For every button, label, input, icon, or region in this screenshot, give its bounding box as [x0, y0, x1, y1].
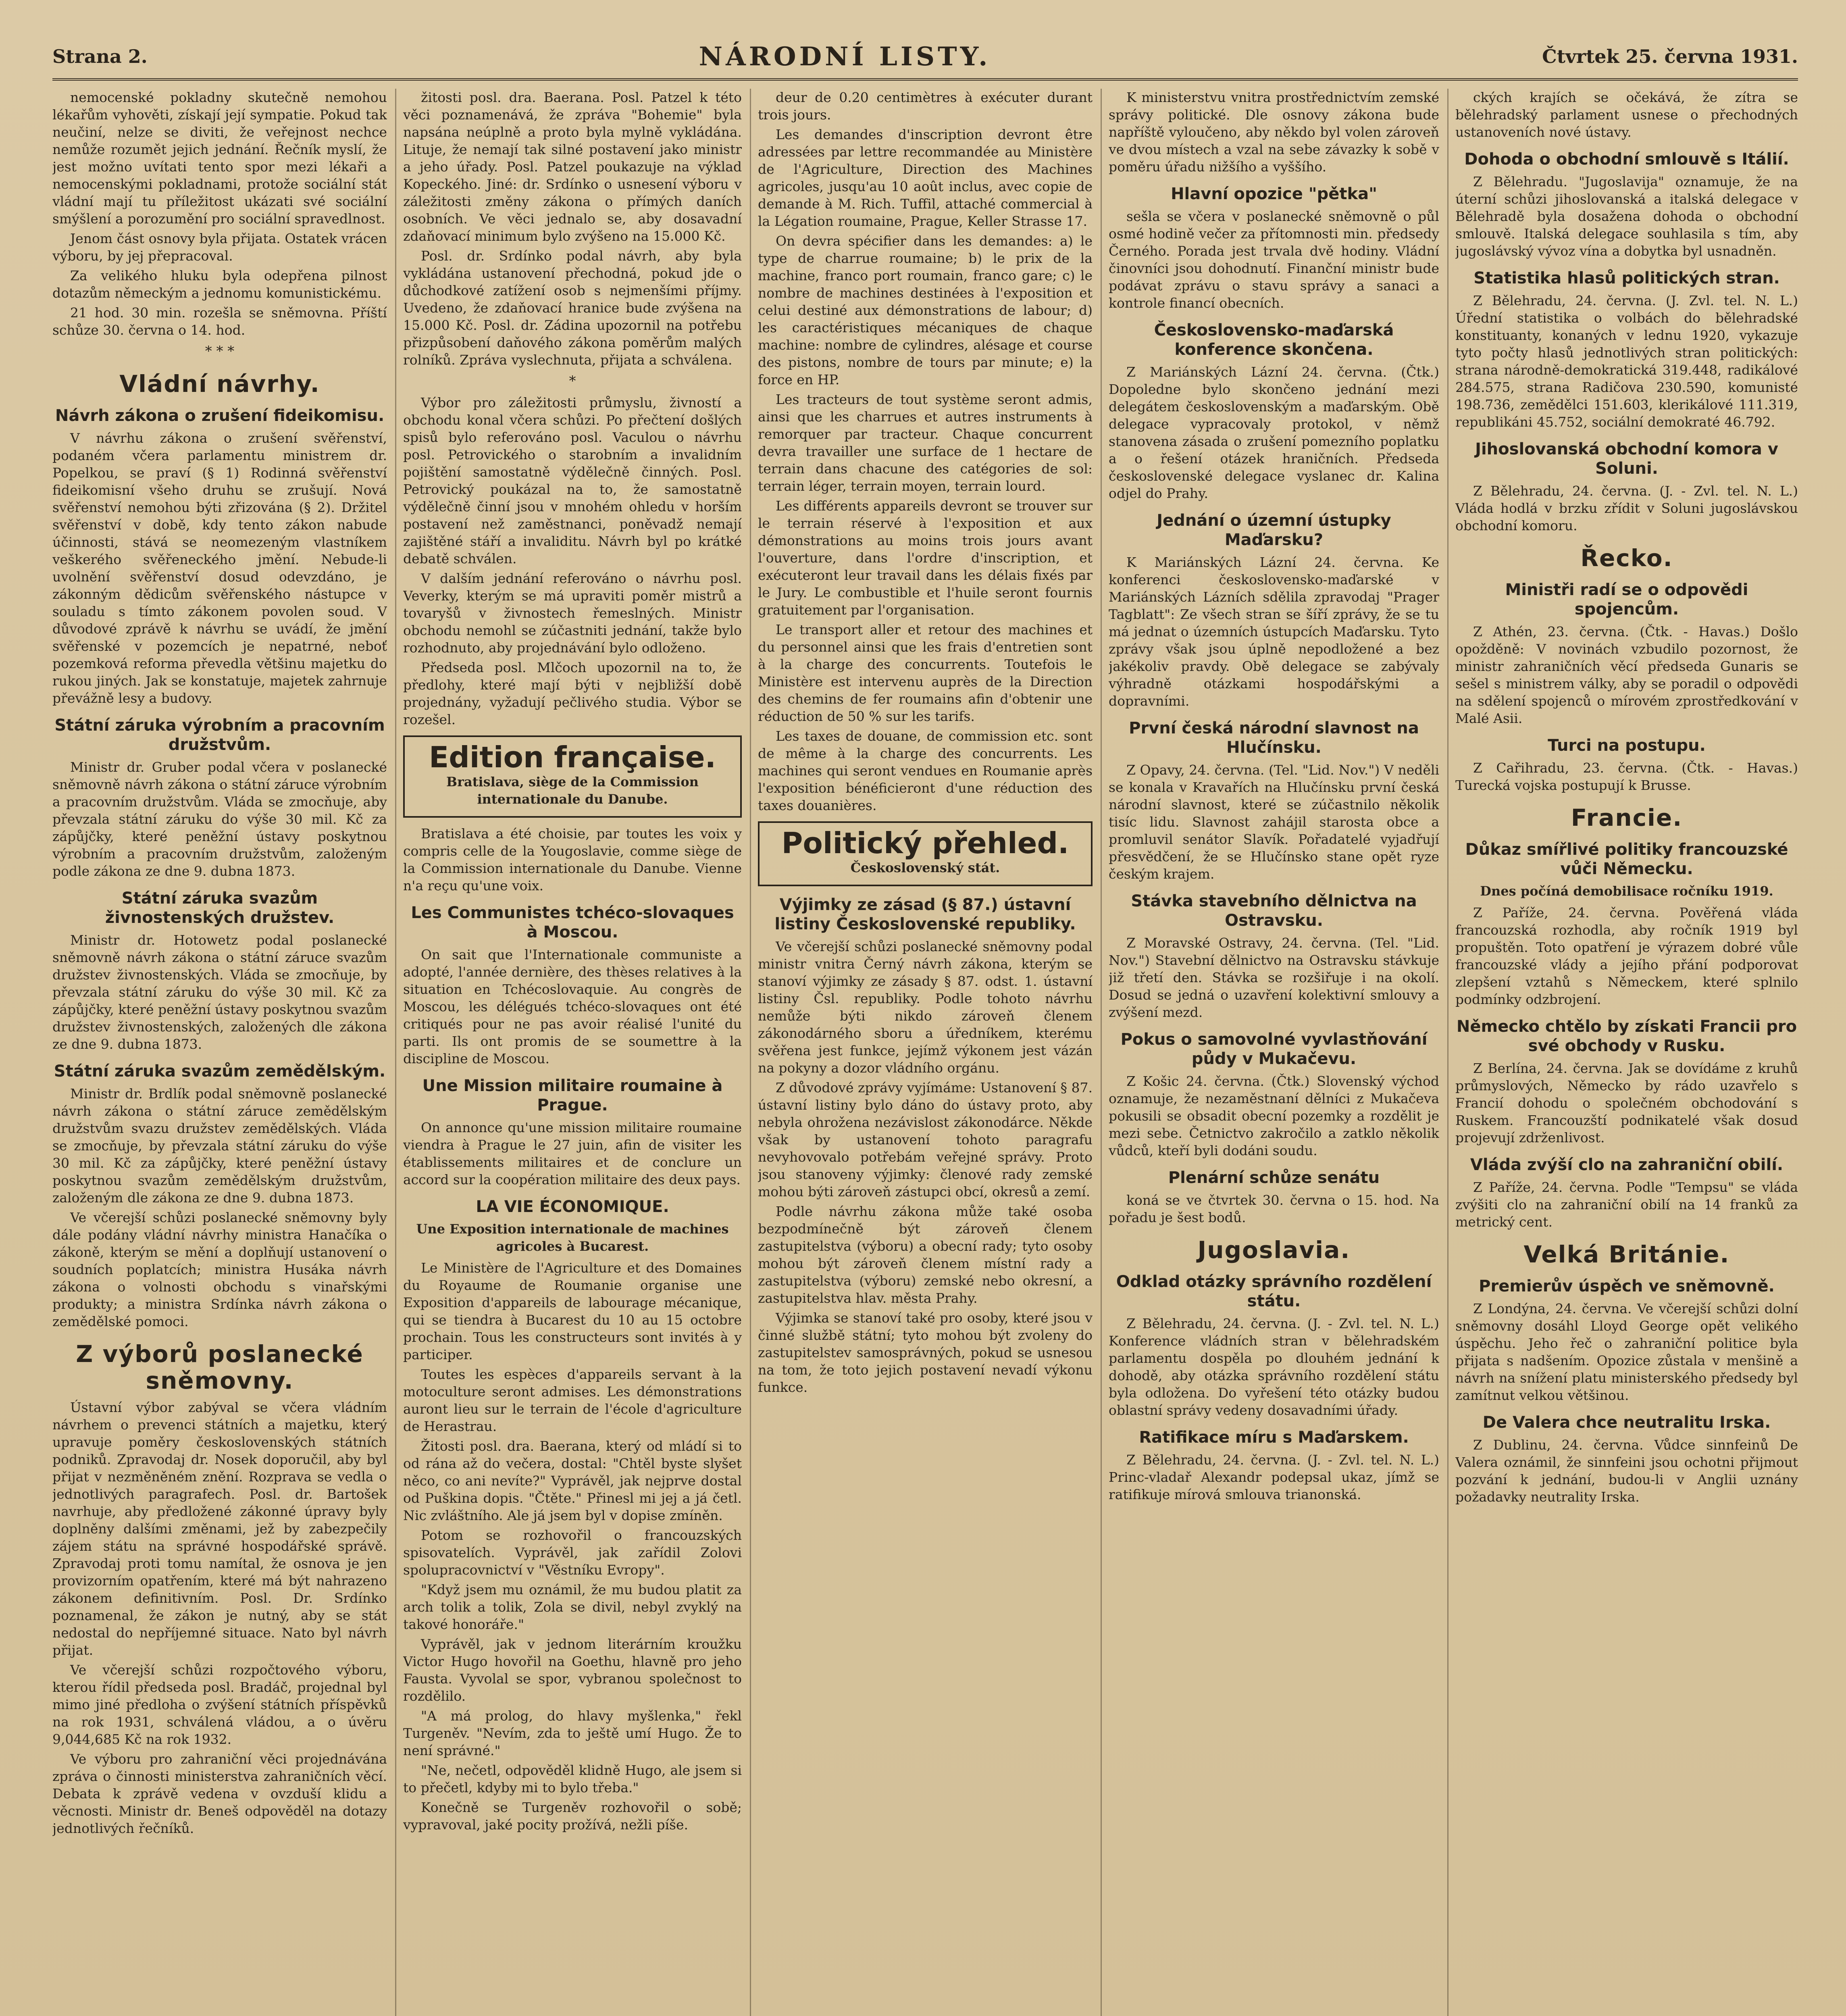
article-text: Z Bělehradu, 24. června. (J. Zvl. tel. N. L.) Úřední statistika o volbách do bělehradské konstituanty, konaných v lednu 1920, vykazuje tyto počty hlasů jednotlivých stran politických: strana národně-demokratická 319.448, radikálové 284.575, strana Radičova 230.590, komunisté 198.736, zemědělci 151.603, klerikálové 111.319, republikáni 45.752, sociální demokraté 46.792.: [1455, 293, 1798, 430]
article-text: Jenom část osnovy byla přijata. Ostatek vrácen výboru, by jej přepracoval.: [52, 231, 387, 264]
article-text: Posl. dr. Srdínko podal návrh, aby byla vykládána ustanovení přechodná, pokud jde o důchodkové zatížení osob s nejmenšími příjmy. Uvedeno, že zdaňovací hranice bude zvýšena na 15.000 Kč. Posl. dr. Zádina upozornil na potřebu přizpůsobení daňového zákona poměrům malých rolníků. Zpráva vyslechnuta, přijata a schválena.: [403, 248, 742, 368]
article-subheading: Dnes počíná demobilisace ročníku 1919.: [1480, 883, 1773, 899]
article-text: Les demandes d'inscription devront être adressées par lettre recommandée au Ministère de l'Agriculture, Direction des Machines agricoles, jusqu'au 10 août inclus, avec copie de demande à M. Rich. Tuffil, attaché commercial à la Légation roumaine, Prague, Keller Strasse 17.: [758, 127, 1093, 229]
column-4: [1109, 89, 1439, 2016]
article-heading: Statistika hlasů politických stran.: [1473, 269, 1780, 287]
article-text: Z Opavy, 24. června. (Tel. "Lid. Nov.") V neděli se konala v Kravařích na Hlučínsku první česká národní slavnost, které se zúčastnilo několik tisíc lidu. Slavnost zahájil starosta obce a promluvil senátor Slavík. Pořadatelé vyjadřují přesvědčení, že se Hlučínsko stane opět ryze českým krajem.: [1109, 762, 1439, 882]
article-text: Ve výboru pro zahraniční věci projednávána zpráva o činnosti ministerstva zahraničních věcí. Debata k zprávě vedena v ovzduší klidu a věcnosti. Ministr dr. Beneš odpověděl na dotazy jednotlivých řečníků.: [52, 1751, 387, 1836]
column-2: [403, 89, 742, 2016]
article-heading: Státní záruka výrobním a pracovním družstvům.: [54, 716, 385, 754]
article-text: V dalším jednání referováno o návrhu posl. Veverky, kterým se má upraviti poměr mistrů a tovaryšů v živnostech řemeslných. Ministr obchodu nemohl se zúčastniti jednání, takže bylo rozhodnuto, aby projednávání bylo odloženo.: [403, 571, 742, 656]
column-3: [758, 89, 1093, 2016]
article-text: Z Mariánských Lázní 24. června. (Čtk.) Dopoledne bylo skončeno jednání mezi delegátem československým a maďarským. Obě delegace vypracovaly protokol, v němž stanovena zásada o zrušení pomezního poplatku a o řešení otázek hraničních. Předseda československé delegace vyslanec dr. Kalina odjel do Prahy.: [1109, 364, 1439, 501]
article-heading: Dohoda o obchodní smlouvě s Itálií.: [1464, 150, 1789, 169]
article-heading: Ratifikace míru s Maďarskem.: [1139, 1428, 1409, 1447]
article-text: Z Bělehradu, 24. června. (J. - Zvl. tel. N. L.) Konference vládních stran v bělehradském parlamentu dospěla po dlouhém jednání k dohodě, aby otázka správního rozdělení státu byla odložena. Do vyřešení této otázky budou oblastní správy vedeny dosavadními úřady.: [1109, 1316, 1439, 1418]
article-text: Z Athén, 23. června. (Čtk. - Havas.) Došlo opožděně: V novinách vzbudilo pozornost, že ministr zahraničních věcí předseda Gunaris se sešel s ministrem války, aby se poradil o odpovědi na sdělení spojenců o mírovém zprostředkování v Malé Asii.: [1455, 624, 1798, 726]
article-heading: Pokus o samovolné vyvlastňování půdy v Mukačevu.: [1120, 1030, 1428, 1068]
article-heading: Une Mission militaire roumaine à Prague.: [422, 1077, 723, 1114]
article-text: Výjimka se stanoví také pro osoby, které jsou v činné službě státní; tyto mohou být zvoleny do zastupitelstev samosprávných, pokud se usnesou na tom, že toto jejich postavení nevadí výkonu funkce.: [758, 1310, 1093, 1395]
article-heading: První česká národní slavnost na Hlučínsku.: [1129, 719, 1419, 757]
article-heading: Státní záruka svazům zemědělským.: [54, 1062, 386, 1081]
section-heading: Řecko.: [1580, 544, 1673, 572]
box-title: Politický přehled.: [781, 826, 1069, 860]
article-text: Z Dublinu, 24. června. Vůdce sinnfeinů De Valera oznámil, že sinnfeini jsou ochotni přijmout pozvání k jednání, budou-li v Anglii uznány požadavky neutrality Irska.: [1455, 1437, 1798, 1505]
newspaper-title: NÁRODNÍ LISTY.: [699, 41, 991, 72]
article-text: Ministr dr. Brdlík podal sněmovně poslanecké návrh zákona o státní záruce zemědělským družstvům svazu družstev zemědělských. Vláda se zmocňuje, by převzala státní záruku do výše 30 mil. Kč za zápůjčky, které peněžní ústavy poskytnou svazům zemědělským družstvům, založeným dle zákona ze dne 9. dubna 1873.: [52, 1086, 387, 1206]
section-heading: Jugoslavia.: [1197, 1236, 1351, 1264]
article-heading: Německo chtělo by získati Francii pro své obchody v Rusku.: [1456, 1017, 1797, 1055]
article-text: K ministerstvu vnitra prostřednictvím zemské správy politické. Dle osnovy zákona bude napříště vyloučeno, aby někdo byl volen zároveň ve dvou místech a vzal na sebe závazky k sobě v poměru úřadu nižšího a vyššího.: [1109, 90, 1439, 175]
article-text: Ministr dr. Gruber podal včera v poslanecké sněmovně návrh zákona o státní záruce výrobním a pracovním družstvům. Vláda se zmocňuje, aby převzala státní záruku do výše 30 mil. Kč za zápůjčky, které peněžní ústavy poskytnou výrobním a pracovním družstvům, založeným podle zákona ze dne 9. dubna 1873.: [52, 759, 387, 879]
article-text: Le Ministère de l'Agriculture et des Domaines du Royaume de Roumanie organise une Exposition d'appareils de labourage mécanique, qui se tiendra à Bucarest du 10 au 15 octobre prochain. Tous les constructeurs sont invités à y participer.: [403, 1260, 742, 1362]
article-text: Konečně se Turgeněv rozhovořil o sobě; vypravoval, jaké pocity prožívá, nežli píše.: [403, 1799, 742, 1833]
article-text: Bratislava a été choisie, par toutes les voix y compris celle de la Yougoslavie, comme siège de la Commission internationale du Danube. Vienne n'a reçu qu'une voix.: [403, 826, 742, 893]
section-heading: Vládní návrhy.: [119, 370, 320, 398]
column-rule: [750, 89, 751, 2016]
box-subtitle: Bratislava, siège de la Commission internationale du Danube.: [446, 774, 699, 807]
article-text: žitosti posl. dra. Baerana. Posl. Patzel k této věci poznamenává, že zpráva "Bohemie" byla napsána neúplně a proto byla mylně vykládána. Lituje, že nemají tak silné postavení jako ministr a jeho úřady. Posl. Patzel poukazuje na výklad Kopeckého. Jiné: dr. Srdínko o usnesení výboru v záležitosti změny zákona o přímých daních osobních. Ve věci jednalo se, aby dosavadní zdaňovací minimum bylo zvýšeno na 15.000 Kč.: [403, 90, 742, 244]
article-text: Les taxes de douane, de commission etc. sont de même à la charge des concurrents. Les machines qui seront vendues en Roumanie après l'exposition bénéficieront d'une réduction des taxes douanières.: [758, 728, 1093, 813]
article-text: K Mariánských Lázní 24. června. Ke konferenci československo-maďarské v Mariánských Lázních sdělila zpravodaj "Prager Tagblatt": Ze všech stran se šíří zprávy, že se tu má jednat o územních ústupcích Maďarsku. Tyto zprávy však jsou úplně nepodložené a bez jakékoliv pravdy. Obě delegace se zabývaly výhradně otázkami hospodářskými a dopravními.: [1109, 554, 1439, 709]
article-text: Z Bělehradu. "Jugoslavija" oznamuje, že na úterní schůzi jihoslovanská a italská delegace v Bělehradě byla dosažena dohoda o obchodní smlouvě. Italská delegace souhlasila s tím, aby jugoslávský vývoz vína a dobytka byl usnadněn.: [1455, 174, 1798, 259]
article-text: koná se ve čtvrtek 30. června o 15. hod. Na pořadu je šest bodů.: [1109, 1192, 1439, 1225]
article-text: On annonce qu'une mission militaire roumaine viendra à Prague le 27 juin, afin de visiter les établissements militaires et de conclure un accord sur la coopération militaire des deux pays.: [403, 1120, 742, 1187]
article-text: Ve včerejší schůzi poslanecké sněmovny podal ministr vnitra Černý návrh zákona, kterým se stanoví výjimky ze zásady § 87. odst. 1. ústavní listiny Čsl. republiky. Podle tohoto návrhu nemůže býti nikdo zároveň členem zákonodárného sboru a úředníkem, kterému svěřena jest funkce, jejímž výkonem jest vázán na pokyny a dozor vládního orgánu.: [758, 939, 1093, 1076]
article-heading: Les Communistes tchéco-slovaques à Moscou.: [411, 904, 734, 941]
column-1: [52, 89, 387, 2016]
article-heading: Návrh zákona o zrušení fideikomisu.: [55, 406, 385, 425]
article-heading: Hlavní opozice "pětka": [1171, 185, 1377, 203]
article-text: Ve včerejší schůzi poslanecké sněmovny byly dále podány vládní návrhy ministra Hanačíka o zákoně, kterým se mění a doplňují ustanovení o soudních poplatcích; ministra Husáka návrh zákona o volnosti obchodu s vinařskými produkty; a ministra Srdínka návrh zákona o zemědělské pomoci.: [52, 1210, 387, 1329]
article-heading: Turci na postupu.: [1548, 736, 1706, 755]
article-text: Předseda posl. Mlčoch upozornil na to, že předlohy, které mají býti v nejbližší době projednány, vyžadují pečlivého studia. Výbor se rozešel.: [403, 660, 742, 727]
article-heading: Odklad otázky správního rozdělení státu.: [1116, 1272, 1432, 1310]
article-text: Les tracteurs de tout système seront admis, ainsi que les charrues et autres instruments à remorquer par tracteur. Chaque concurrent devra travailler une surface de 1 hectare de terrain dans chacune des catégories de sol: terrain léger, terrain moyen, terrain lourd.: [758, 392, 1093, 494]
article-heading: Ministři radí se o odpovědi spojencům.: [1505, 581, 1748, 619]
article-heading: LA VIE ÉCONOMIQUE.: [476, 1198, 669, 1216]
column-rule: [1101, 89, 1102, 2016]
article-text: Ministr dr. Hotowetz podal poslanecké sněmovně návrh zákona o státní záruce svazům družstev živnostenských. Vláda se zmocňuje, by převzala státní záruku do výše 30 mil. Kč za zápůjčky, které peněžní ústavy poskytnou svazům družstev živnostenských, založených dle zákona ze dne 9. dubna 1873.: [52, 932, 387, 1052]
article-text: Z důvodové zprávy vyjímáme: Ustanovení § 87. ústavní listiny bylo dáno do ústavy proto, aby nebyla ohrožena nezávislost zákonodárce. Někde však by ustanovení tohoto paragrafu nevyhovovalo potřebám veřejné správy. Proto jsou stanoveny výjimky: členové rady zemské mohou býti zároveň zástupci obcí, okresů a zemí.: [758, 1080, 1093, 1200]
article-text: Výbor pro záležitosti průmyslu, živností a obchodu konal včera schůzi. Po přečtení došlých spisů bylo referováno posl. Vaculou o návrhu posl. Petrovického o starobním a invalidním pojištění samostatně výdělečně činných. Posl. Petrovický poukázal na to, že samostatně výdělečně činní jsou v mnohém ohledu v horším postavení než zaměstnanci, poněvadž nemají zajištěné stáří a invaliditu. Návrh byl po krátké debatě schválen.: [403, 395, 742, 566]
section-heading: Velká Británie.: [1523, 1241, 1730, 1268]
article-text: Les différents appareils devront se trouver sur le terrain réservé à l'exposition et aux démonstrations au moins trois jours avant l'ouverture, dans l'ordre d'inscription, et exécuteront leur travail dans les délais fixés par le Jury. Le combustible et l'huile seront fournis gratuitement par l'organisation.: [758, 498, 1093, 618]
masthead: [52, 40, 1798, 81]
article-text: 21 hod. 30 min. rozešla se sněmovna. Příští schůze 30. června o 14. hod.: [52, 305, 387, 338]
article-heading: Jihoslovanská obchodní komora v Soluni.: [1475, 440, 1778, 478]
article-text: Z Londýna, 24. června. Ve včerejší schůzi dolní sněmovny dosáhl Lloyd George opět velikého úspěchu. Jeho řeč o zahraniční politice byla přijata s nadšením. Opozice zůstala v menšině a návrh na snížení platu ministerského předsedy byl zamítnut velkou většinou.: [1455, 1301, 1798, 1403]
article-text: Potom se rozhovořil o francouzských spisovatelích. Vyprávěl, jak zařídil Zolovi spolupracovnictví v "Věstníku Evropy".: [403, 1527, 742, 1578]
column-5: [1455, 89, 1798, 2016]
article-heading: Vláda zvýší clo na zahraniční obilí.: [1470, 1156, 1784, 1174]
box-title: Edition française.: [429, 740, 716, 774]
political-review-box: [758, 821, 1093, 886]
article-text: Le transport aller et retour des machines et du personnel ainsi que les frais d'entretien sont à la charge des concurrents. Toutefois le Ministère est intervenu auprès de la Direction des chemins de fer roumains afin d'obtenir une réduction de 50 % sur les tarifs.: [758, 622, 1093, 724]
article-text: Za velikého hluku byla odepřena pilnost dotazům německým a jednomu komunistickému.: [52, 268, 387, 301]
article-text: "Ne, nečetl, odpověděl klidně Hugo, ale jsem si to přečetl, kdyby mi to bylo třeba.": [403, 1762, 742, 1795]
article-text: Z Bělehradu, 24. června. (J. - Zvl. tel. N. L.) Vláda hodlá v brzku zřídit v Soluni jugoslávskou obchodní komoru.: [1455, 483, 1798, 533]
article-text: On sait que l'Internationale communiste a adopté, l'année dernière, des thèses relatives à la situation en Tchécoslovaquie. Au congrès de Moscou, les délégués tchéco-slovaques ont été critiqués pour ne pas avoir réalisé l'unité du parti. Ils ont promis de se soumettre à la discipline de Moscou.: [403, 947, 742, 1066]
article-text: Ústavní výbor zabýval se včera vládním návrhem o prevenci státních a majetku, který upravuje poměry československých státních podniků. Zpravodaj dr. Nosek doporučil, aby byl přijat v nezměněném znění. Rozprava se vedla o jednotlivých paragrafech. Posl. dr. Bartošek navrhuje, aby předložené zákonné úpravy byly doplněny dalšími změnami, jež by zabezpečily zájem státu na správné hospodářské správě. Zpravodaj proti tomu namítal, že osnova je jen provizorním opatřením, které má být nahrazeno zákonem definitivním. Posl. Dr. Srdínko poznamenal, že zákon je nutný, aby se stát nedostal do nepříjemné situace. Nato byl návrh přijat.: [52, 1400, 387, 1658]
page-number: Strana 2.: [52, 46, 148, 67]
article-text: Z Moravské Ostravy, 24. června. (Tel. "Lid. Nov.") Stavební dělnictvo na Ostravsku stávkuje již třetí den. Stávka se rozšiřuje i na okolí. Dosud se jedná o uzavření kolektivní smlouvy a zvýšení mezd.: [1109, 935, 1439, 1020]
article-heading: Stávka stavebního dělnictva na Ostravsku.: [1131, 892, 1417, 930]
separator: * * *: [205, 343, 235, 359]
article-text: V návrhu zákona o zrušení svěřenství, podaném včera parlamentu ministrem dr. Popelkou, se praví (§ 1) Rodinná svěřenství fideikomisní všeho druhu se zrušují. Nová svěřenství nemohou býti zřizována (§ 2). Držitel svěřenství v době, kdy tento zákon nabude účinnosti, stává se neomezeným vlastníkem veškerého svěřeneckého jmění. Nebude-li uvolnění svěřenství dosud odevzdáno, je zákonným dědicům svěřenského nástupce v souladu s tímto zákonem povolen soud. V důvodové zprávě k návrhu se uvádí, že jmění svěřenské v pozemcích je nepatrné, neboť pozemková reforma převedla většinu majetku do rukou jiných. Jak se konstatuje, majetek zahrnuje převážně lesy a budovy.: [52, 430, 387, 706]
article-heading: Československo-maďarská konference skončena.: [1154, 321, 1394, 359]
article-heading: Jednání o územní ústupky Maďarsku?: [1157, 511, 1391, 549]
article-text: Vyprávěl, jak v jednom literárním kroužku Victor Hugo hovořil na Goethu, hlavně pro jeho Fausta. Vyvolal se spor, vybranou společnost to rozdělilo.: [403, 1636, 742, 1704]
article-text: "Když jsem mu oznámil, že mu budou platit za arch tolik a tolik, Zola se divil, nebyl zvyklý na takové honoráře.": [403, 1582, 742, 1632]
article-text: sešla se včera v poslanecké sněmovně o půl osmé hodině večer za přítomnosti min. předsedy Černého. Porada jest trvala dvě hodiny. Vládní činovníci jsou dohodnutí. Finanční ministr bude podávat zprávu o stavu správy a sanaci a kontrole financí obecních.: [1109, 208, 1439, 311]
article-text: Z Paříže, 24. června. Podle "Tempsu" se vláda zvýšiti clo na zahraniční obilí na 14 franků za metrický cent.: [1455, 1179, 1798, 1230]
article-subheading: Une Exposition internationale de machines agricoles à Bucarest.: [416, 1221, 729, 1254]
section-heading: Francie.: [1571, 804, 1683, 831]
article-text: Z Bělehradu, 24. června. (J. - Zvl. tel. N. L.) Princ-vladař Alexandr podepsal ukaz, jímž se ratifikuje mírová smlouva trianonská.: [1109, 1452, 1439, 1502]
article-heading: De Valera chce neutralitu Irska.: [1482, 1413, 1771, 1432]
article-heading: Premierův úspěch ve sněmovně.: [1479, 1277, 1775, 1295]
article-text: Žitosti posl. dra. Baerana, který od mládí si to od rána až do večera, dostal: "Chtěl byste slyšet něco, co ani nevíte?" Vyprávěl, jak nejprve dostal od Puškina dopis. "Čtěte." Přinesl mi jej a já četl. Nic zvláštního. Ale já jsem byl v dopise zmíněn.: [403, 1438, 742, 1523]
article-heading: Státní záruka svazům živnostenských družstev.: [105, 889, 335, 927]
column-rule: [395, 89, 396, 2016]
article-heading: Výjimky ze zásad (§ 87.) ústavní listiny Československé republiky.: [774, 896, 1076, 933]
article-text: deur de 0.20 centimètres à exécuter durant trois jours.: [758, 90, 1093, 123]
article-heading: Důkaz smířlivé politiky francouzské vůči Německu.: [1465, 840, 1788, 878]
article-text: "A má prolog, do hlavy myšlenka," řekl Turgeněv. "Nevím, zda to ještě umí Hugo. Že to není správné.": [403, 1708, 742, 1758]
article-text: Z Berlína, 24. června. Jak se dovídáme z kruhů průmyslových, Německo by rádo uzavřelo s Francií dohodu o společném obchodování s Ruskem. Francouzští podnikatelé však dosud projevují zdrženlivost.: [1455, 1060, 1798, 1145]
article-text: Podle návrhu zákona může také osoba bezpodmínečně být zároveň členem zastupitelstva (výboru) a obecní rady; tyto osoby mohou být zároveň členem místní rady a zastupitelstva (výboru) zemské nebo okresní, a zastupitelstva hlav. města Prahy.: [758, 1204, 1093, 1306]
article-text: On devra spécifier dans les demandes: a) le type de charrue roumaine; b) le prix de la machine, franco port roumain, franco gare; c) le nombre de machines destinées à l'exposition et celui destiné aux démonstrations de labour; d) les caractéristiques mécaniques de chaque machine: nombre de cylindres, alésage et course des pistons, nombre de tours par minute; e) la force en HP.: [758, 233, 1093, 387]
french-edition-box: [403, 735, 742, 818]
article-text: Toutes les espèces d'appareils servant à la motoculture seront admises. Les démonstrations auront lieu sur le terrain de l'école d'agriculture de Herastrau.: [403, 1366, 742, 1434]
article-text: nemocenské pokladny skutečně nemohou lékařům vyhověti, získají její sympatie. Pokud tak neučiní, nelze se diviti, že veřejnost nechce nemůže rozumět jejich jednání. Řečník myslí, že jest možno uvítati tento spor mezi lékaři a nemocenskými pokladnami, protože sociální stát vládní mají tu příležitost ukázati své sociální smýšlení a porozumění pro sociální spravedlnost.: [52, 90, 387, 227]
article-heading: Plenární schůze senátu: [1168, 1168, 1380, 1187]
article-text: Z Košic 24. června. (Čtk.) Slovenský východ oznamuje, že nezaměstnaní dělníci z Mukačeva pokusili se obsadit obecní pozemky a rozdělit je mezi sebe. Četnictvo zakročilo a zatklo několik vůdců, kteří byli dodáni soudu.: [1109, 1073, 1439, 1158]
column-rule: [1447, 89, 1448, 2016]
article-text: ckých krajích se očekává, že zítra se bělehradský parlament usnese o přechodných ustanoveních nové ústavy.: [1455, 90, 1798, 140]
article-text: Z Paříže, 24. června. Pověřená vláda francouzská rozhodla, aby ročník 1919 byl propuštěn. Toto opatření je výrazem dobré vůle francouzské vlády a jejího přání podporovat zlepšení vztahů s Německem, které splnilo podmínky odzbrojení.: [1455, 905, 1798, 1007]
section-heading: Z výborů poslanecké sněmovny.: [76, 1340, 364, 1394]
separator: *: [569, 373, 576, 389]
issue-date: Čtvrtek 25. června 1931.: [1542, 46, 1798, 67]
article-text: Ve včerejší schůzi rozpočtového výboru, kterou řídil předseda posl. Bradáč, projednal byl mimo jiné předloha o zvýšení státních příspěvků na rok 1931, schválená vládou, a o úvěru 9,044,685 Kč na rok 1932.: [52, 1662, 387, 1747]
article-text: Z Cařihradu, 23. června. (Čtk. - Havas.) Turecká vojska postupují k Brusse.: [1455, 760, 1798, 793]
box-subtitle: Československý stát.: [850, 860, 1000, 875]
